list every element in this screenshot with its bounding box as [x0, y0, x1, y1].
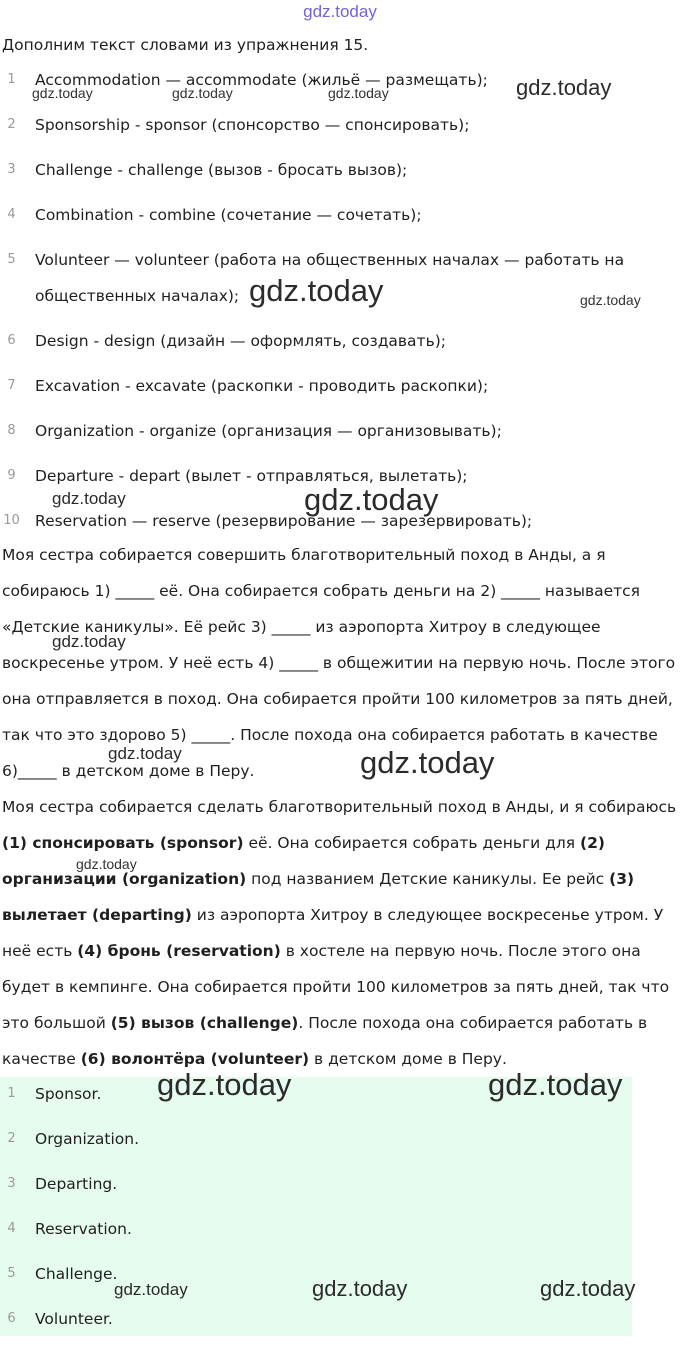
list-item	[0, 1167, 632, 1212]
item-number: 2	[7, 1131, 16, 1146]
item-text: Combination - combine (сочетание — сочетать);	[35, 206, 422, 224]
list-item	[0, 1077, 632, 1122]
watermark: gdz.today	[488, 1067, 623, 1102]
item-text: Organization - organize (организация — организовывать);	[35, 422, 502, 440]
item-text: Reservation — reserve (резервирование — зарезервировать);	[35, 512, 533, 530]
watermark: gdz.today	[114, 1280, 188, 1299]
list-item	[0, 372, 680, 417]
item-number: 3	[7, 162, 16, 177]
item-number: 5	[7, 1266, 16, 1281]
text-segment: под названием Детские каникулы. Ее рейс	[246, 870, 610, 888]
item-text: Challenge.	[35, 1265, 118, 1283]
watermark: gdz.today	[52, 632, 126, 651]
watermark: gdz.today	[540, 1276, 636, 1301]
watermark: gdz.today	[32, 85, 93, 101]
text-segment: в детском доме в Перу.	[309, 1050, 507, 1068]
list-item	[0, 201, 680, 246]
watermark: gdz.today	[157, 1067, 292, 1102]
item-number: 7	[7, 378, 16, 393]
text-segment: из аэропорта Хитроу в следующее воскресенье утром. У неё есть	[2, 906, 664, 960]
answer-highlight: (4) бронь (reservation)	[77, 942, 281, 960]
item-text: Departing.	[35, 1175, 118, 1193]
site-logo[interactable]: gdz.today	[303, 2, 377, 21]
answer-highlight: (3) вылетает (departing)	[2, 870, 635, 924]
vocabulary-list	[0, 66, 680, 537]
text-segment: её. Она собирается собрать деньги для	[243, 834, 581, 852]
item-number: 1	[7, 72, 16, 87]
answer-text	[2, 789, 678, 1077]
item-text: Sponsor.	[35, 1085, 102, 1103]
list-item	[0, 1257, 632, 1302]
item-number: 10	[3, 513, 20, 528]
item-number: 4	[7, 207, 16, 222]
item-number: 2	[7, 117, 16, 132]
answer-highlight: (2) организации (organization)	[2, 834, 605, 888]
text-segment: . После похода она собирается работать в качестве	[2, 1014, 648, 1068]
item-number: 4	[7, 1221, 16, 1236]
item-number: 6	[7, 1311, 16, 1326]
item-number: 1	[7, 1086, 16, 1101]
watermark: gdz.today	[172, 85, 233, 101]
item-text: Design - design (дизайн — оформлять, создавать);	[35, 332, 446, 350]
item-text: Reservation.	[35, 1220, 132, 1238]
item-number: 9	[7, 468, 16, 483]
task-text: Моя сестра собирается совершить благотворительный поход в Анды, а я собираюсь 1) _____ её. Она собирается собрать деньги на 2) _____ называется «Детские каникулы». Её рейс 3) _____ из аэропорта Хитроу в следующее воскресенье утром. У неё есть 4) _____ в общежитии на первую ночь. После этого она отправляется в поход. Она собирается пройти 100 километров за пять дней, так что это здорово 5) _____. После похода она собирается работать в качестве 6)_____ в детском доме в Перу.	[2, 546, 676, 780]
watermark: gdz.today	[52, 489, 126, 508]
item-number: 3	[7, 1176, 16, 1191]
item-text: Volunteer.	[35, 1310, 113, 1328]
text-segment: Моя сестра собирается сделать благотворительный поход в Анды, и я собираюсь	[2, 798, 677, 816]
list-item	[0, 1122, 632, 1167]
watermark: gdz.today	[360, 745, 495, 780]
list-item	[0, 507, 680, 537]
watermark: gdz.today	[312, 1276, 408, 1301]
item-number: 6	[7, 333, 16, 348]
answer-highlight: (5) вызов (challenge)	[110, 1014, 299, 1032]
item-number: 8	[7, 423, 16, 438]
watermark: gdz.today	[76, 856, 137, 872]
item-text: Challenge - challenge (вызов - бросать вызов);	[35, 161, 408, 179]
item-number: 5	[7, 252, 16, 267]
answer-highlight: (6) волонтёра (volunteer)	[80, 1050, 310, 1068]
list-item	[0, 1302, 632, 1347]
watermark: gdz.today	[249, 273, 384, 308]
list-item	[0, 1212, 632, 1257]
watermark: gdz.today	[328, 85, 389, 101]
answer-highlight: (1) спонсировать (sponsor)	[2, 834, 244, 852]
list-item	[0, 327, 680, 372]
answers-list	[0, 1077, 632, 1347]
list-item	[0, 462, 680, 507]
item-text: Accommodation — accommodate (жильё — размещать);	[35, 71, 488, 89]
item-text: Departure - depart (вылет - отправляться, вылетать);	[35, 467, 468, 485]
text-segment: в хостеле на первую ночь. После этого она будет в кемпинге. Она собирается пройти 100 километров за пять дней, так что это большой	[2, 942, 670, 1032]
watermark: gdz.today	[304, 482, 439, 517]
list-item	[0, 111, 680, 156]
watermark: gdz.today	[108, 744, 182, 763]
watermark: gdz.today	[516, 75, 612, 100]
item-text: Organization.	[35, 1130, 140, 1148]
list-item	[0, 156, 680, 201]
list-item	[0, 66, 680, 111]
list-item	[0, 246, 647, 327]
watermark: gdz.today	[580, 292, 641, 308]
item-text: Excavation - excavate (раскопки - проводить раскопки);	[35, 377, 489, 395]
task-intro: Дополним текст словами из упражнения 15.	[2, 36, 369, 54]
item-text: Sponsorship - sponsor (спонсорство — спонсировать);	[35, 116, 470, 134]
list-item	[0, 417, 680, 462]
item-text: Volunteer — volunteer (работа на общественных началах — работать на общественных началах);	[35, 251, 625, 305]
